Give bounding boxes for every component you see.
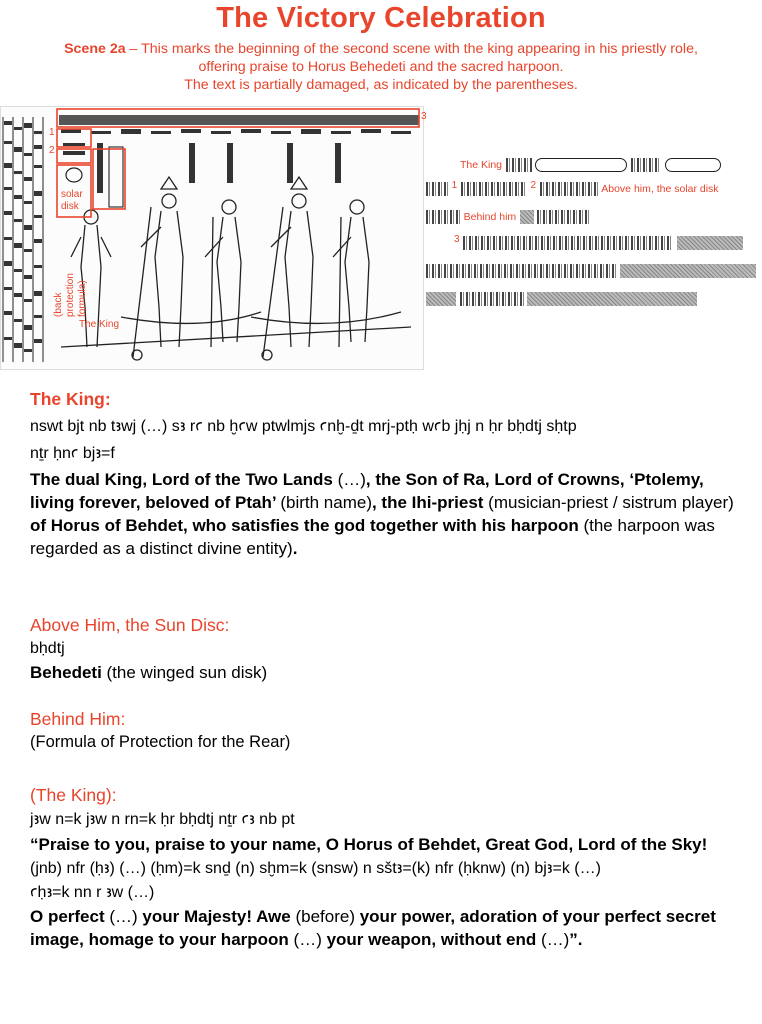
sun-disc-transliteration: bḥdtj xyxy=(30,640,65,657)
sun-disc-heading: Above Him, the Sun Disc: xyxy=(30,615,230,635)
marker-number-3: 3 xyxy=(421,111,427,122)
relief-drawing xyxy=(1,107,423,369)
king-figure-label: The King xyxy=(79,319,120,330)
king-praise-translation-segment: (…) xyxy=(109,907,143,926)
glyph-number-1: 1 xyxy=(451,180,458,191)
scene-line-3: The text is partially damaged, as indicated by the parentheses. xyxy=(184,77,578,93)
king-heading: The King: xyxy=(30,389,111,409)
behind-text: (Formula of Protection for the Rear) xyxy=(30,733,291,751)
king-translation-segment: . xyxy=(292,539,298,558)
hieroglyph-panel xyxy=(424,152,762,312)
scene-line-2: offering praise to Horus Behedeti and the sacred harpoon. xyxy=(198,59,564,75)
damaged-area xyxy=(677,236,743,250)
glyph-label-solar-disk: Above him, the solar disk xyxy=(601,183,719,195)
behind-section xyxy=(30,708,740,754)
glyph-label-the-king: The King xyxy=(460,159,503,171)
king-transliteration-line-2: nṯr ḥnꜥ bjꜣ=f xyxy=(30,445,115,462)
damaged-area xyxy=(520,210,534,224)
king-translation-segment: The dual King, Lord of the Two Lands xyxy=(30,470,338,489)
king-translation-segment: (musician-priest / sistrum player) xyxy=(488,493,734,512)
king-praise-translation-segment: O perfect xyxy=(30,907,110,926)
back-protection-label: (back protection formula) xyxy=(53,273,88,317)
cartouche-icon xyxy=(535,158,627,172)
king-praise-transliteration-1: jꜣw n=k jꜣw n rn=k ḥr bḥdtj nṯr ꜥꜣ nb pt xyxy=(30,811,295,828)
sun-disc-name: Behedeti xyxy=(30,663,102,682)
king-praise-translation-segment: your power, adoration of your perfect secret image, homage to your harpoon xyxy=(30,907,716,949)
cartouche-icon xyxy=(665,158,721,172)
sun-disc-note: (the winged sun disk) xyxy=(101,663,268,682)
king-praise-translation-segment: (before) xyxy=(295,907,360,926)
glyph-run xyxy=(506,158,532,172)
glyph-number-2: 2 xyxy=(530,180,536,191)
king-praise-translation-segment: (…) xyxy=(293,930,327,949)
king-translation-segment: (the harpoon was regarded as a distinct divine entity) xyxy=(30,516,715,558)
damaged-area xyxy=(620,264,756,278)
glyph-run xyxy=(537,210,591,224)
damaged-area xyxy=(527,292,697,306)
king-praise-transliteration-2: (jnb) nfr (ḥꜣ) (…) (ḥm)=k snḏ (n) sḫm=k (snsw) n sštꜣ=(k) nfr (ḥknw) (n) bjꜣ=k (…) xyxy=(30,860,601,877)
king-praise-section xyxy=(30,784,740,951)
glyph-run xyxy=(631,158,661,172)
behind-heading: Behind Him: xyxy=(30,709,126,729)
glyph-label-behind-him: Behind him xyxy=(463,211,517,223)
glyph-run xyxy=(426,264,616,278)
glyph-run xyxy=(463,236,673,250)
sun-disc-section xyxy=(30,614,740,684)
king-praise-transliteration-3: ꜥḥꜣ=k nn r ꜣw (…) xyxy=(30,884,155,901)
king-praise-translation-segment: (…) xyxy=(540,930,570,949)
glyph-number-3: 3 xyxy=(454,234,460,245)
king-praise-translation-segment: ”. xyxy=(569,930,583,949)
glyph-run xyxy=(426,210,460,224)
king-praise-quote: “Praise to you, praise to your name, O Horus of Behdet, Great God, Lord of the Sky! xyxy=(30,835,708,854)
king-translation-segment: (…) xyxy=(337,470,366,489)
king-praise-heading: (The King): xyxy=(30,785,117,805)
king-section xyxy=(30,388,740,560)
scene-description xyxy=(10,40,752,94)
king-praise-translation-segment: your Majesty! Awe xyxy=(142,907,296,926)
king-translation xyxy=(30,468,740,560)
damaged-area xyxy=(426,292,456,306)
scene-label: Scene 2a xyxy=(64,41,126,57)
marker-number-1: 1 xyxy=(49,127,55,138)
scene-line-1: – This marks the beginning of the second scene with the king appearing in his priestly role, xyxy=(125,41,698,57)
king-translation-segment: (birth name) xyxy=(280,493,372,512)
solar-disk-label: solar disk xyxy=(61,189,83,212)
sun-disc-translation xyxy=(30,661,740,684)
glyph-run xyxy=(426,182,448,196)
page-title: The Victory Celebration xyxy=(216,2,546,34)
glyph-run xyxy=(461,182,527,196)
king-transliteration-line-1: nswt bjt nb tꜣwj (…) sꜣ rꜥ nb ḫꜥw ptwlmjs ꜥnḫ-ḏt mrj-ptḥ wꜥb jḥj n ḥr bḥdtj sḥtp xyxy=(30,418,577,435)
king-praise-translation xyxy=(30,905,740,951)
glyph-run xyxy=(460,292,524,306)
relief-illustration xyxy=(0,106,427,370)
glyph-run xyxy=(540,182,598,196)
marker-number-2: 2 xyxy=(49,145,55,156)
king-translation-segment: , the Ihi-priest xyxy=(371,493,489,512)
king-translation-segment: of Horus of Behdet, who satisfies the god together with his harpoon xyxy=(30,516,584,535)
king-praise-translation-segment: your weapon, without end xyxy=(326,930,541,949)
king-translation-segment: , the Son of Ra, Lord of Crowns, ‘Ptolemy, living forever, beloved of Ptah’ xyxy=(30,470,704,512)
